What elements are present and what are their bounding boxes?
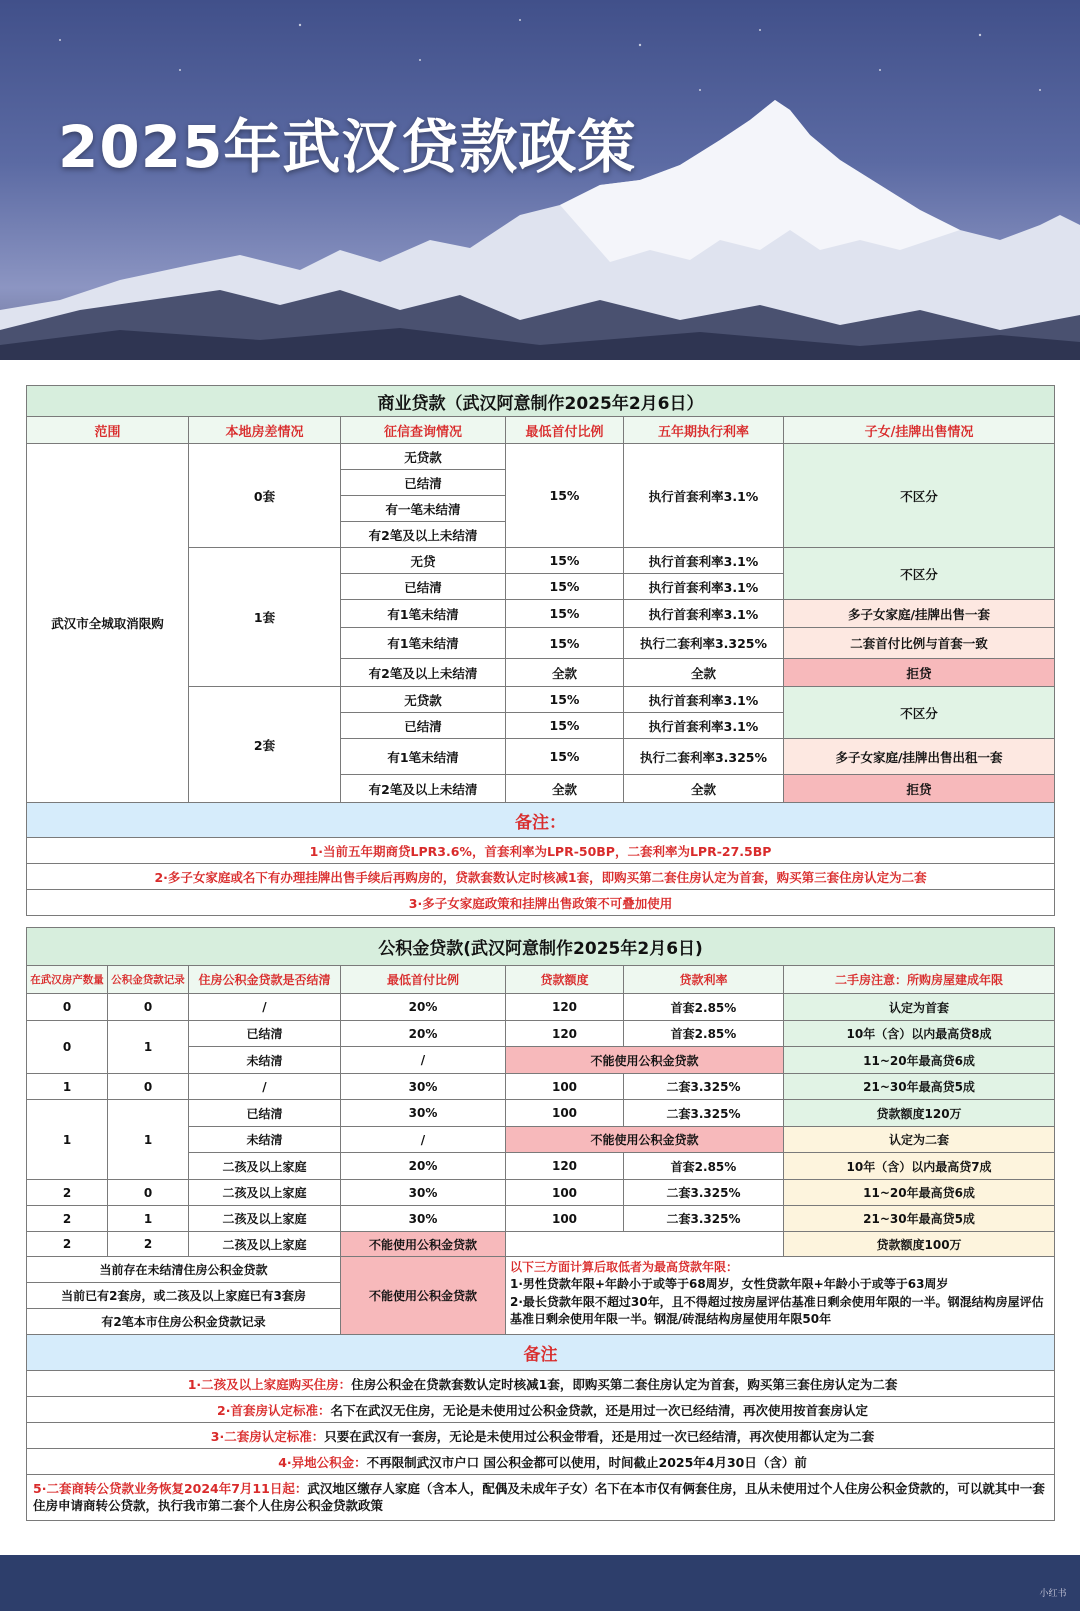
cell-g: 贷款额度100万 [784,1232,1055,1257]
cell-a: 1 [27,1100,108,1180]
cell-c: 未结清 [189,1047,341,1074]
blank-cell [506,1232,784,1257]
cell-c: 已结清 [189,1021,341,1047]
cell-a: 0 [27,1021,108,1074]
fund-note-text: 住房公积金在贷款套数认定时核减1套，即购买第二套住房认定为首套，购买第三套住房认定为二套 [351,1376,898,1392]
cell-f: 首套2.85% [624,1153,784,1180]
cell-b: 1 [108,1206,189,1232]
cell-ef: 不能使用公积金贷款 [506,1047,784,1074]
cell-c: 二孩及以上家庭 [189,1206,341,1232]
cell-d: / [341,1047,506,1074]
down-cell: 全款 [506,775,624,803]
loan-term-head: 以下三方面计算后取低者为最高贷款年限： [510,1260,739,1274]
cell-c: / [189,994,341,1021]
cell-d: 不能使用公积金贷款 [341,1232,506,1257]
cell-c: 二孩及以上家庭 [189,1180,341,1206]
footer-band [0,1555,1080,1611]
extra-condition: 当前已有2套房，或二孩及以上家庭已有3套房 [27,1283,341,1309]
child-cell: 拒贷 [784,775,1055,803]
rate-cell: 执行二套利率3.325% [624,739,784,775]
rate-cell: 执行首套利率3.1% [624,687,784,713]
fund-note-text: 不再限制武汉市户口 国公积金都可以使用，时间截止2025年4月30日（含）前 [366,1454,807,1470]
header-house-age: 二手房注意：所购房屋建成年限 [784,966,1055,994]
cell-d: 20% [341,1153,506,1180]
extra-no-fund: 不能使用公积金贷款 [341,1257,506,1335]
credit-cell: 有1笔未结清 [341,600,506,628]
header-fund-record: 公积金贷款记录 [108,966,189,994]
cell-g: 21~30年最高贷5成 [784,1206,1055,1232]
credit-cell: 已结清 [341,470,506,496]
cell-a: 2 [27,1206,108,1232]
cell-e: 100 [506,1074,624,1100]
cell-e: 120 [506,1021,624,1047]
cell-g: 10年（含）以内最高贷7成 [784,1153,1055,1180]
commercial-note: 2·多子女家庭或名下有办理挂牌出售手续后再购房的，贷款套数认定时核减1套，即购买第二套住房认定为首套，购买第三套住房认定为二套 [27,864,1055,890]
fund-note [27,1371,1055,1397]
credit-cell: 有一笔未结清 [341,496,506,522]
loan-term-rules [506,1257,1055,1335]
rate-cell: 执行首套利率3.1% [624,600,784,628]
header-amount: 贷款额度 [506,966,624,994]
cell-d: 20% [341,994,506,1021]
cell-g: 11~20年最高贷6成 [784,1180,1055,1206]
rate-cell: 执行首套利率3.1% [624,713,784,739]
credit-cell: 无贷 [341,548,506,574]
header-scope: 范围 [27,417,189,444]
credit-cell: 无贷款 [341,687,506,713]
header-rate: 贷款利率 [624,966,784,994]
hero-banner [0,0,1080,360]
fund-loan-table [26,927,1055,1521]
rate-cell: 执行首套利率3.1% [624,548,784,574]
loan-term-rule: 1·男性贷款年限+年龄小于或等于68周岁，女性贷款年限+年龄小于或等于63周岁 [510,1277,949,1292]
fund-note [27,1475,1055,1521]
cell-f: 二套3.325% [624,1074,784,1100]
down-cell: 15% [506,600,624,628]
cell-d: 30% [341,1074,506,1100]
cell-d: 20% [341,1021,506,1047]
child-cell: 多子女家庭/挂牌出售一套 [784,600,1055,628]
fund-title: 公积金贷款(武汉阿意制作2025年2月6日) [27,928,1055,966]
cell-e: 100 [506,1206,624,1232]
cell-a: 1 [27,1074,108,1100]
cell-c: 二孩及以上家庭 [189,1232,341,1257]
fund-notes-title: 备注 [27,1335,1055,1371]
commercial-loan-table [26,385,1055,916]
cell-f: 二套3.325% [624,1180,784,1206]
house-count-2: 2套 [189,687,341,803]
extra-condition: 有2笔本市住房公积金贷款记录 [27,1309,341,1335]
header-credit: 征信查询情况 [341,417,506,444]
cell-b: 2 [108,1232,189,1257]
fund-note-label: 3·二套房认定标准： [210,1428,325,1444]
cell-c: 二孩及以上家庭 [189,1153,341,1180]
cell-g: 21~30年最高贷5成 [784,1074,1055,1100]
cell-e: 120 [506,1153,624,1180]
child-cell: 不区分 [784,444,1055,548]
extra-condition: 当前存在未结清住房公积金贷款 [27,1257,341,1283]
cell-b: 0 [108,1074,189,1100]
credit-cell: 有2笔及以上未结清 [341,775,506,803]
fund-note-label: 5·二套商转公贷款业务恢复2024年7月11日起： [33,1480,308,1496]
cell-d: 30% [341,1100,506,1127]
header-down-payment: 最低首付比例 [341,966,506,994]
down-cell: 全款 [506,659,624,687]
credit-cell: 已结清 [341,574,506,600]
cell-f: 二套3.325% [624,1206,784,1232]
rate-cell: 执行二套利率3.325% [624,628,784,659]
commercial-note: 3·多子女家庭政策和挂牌出售政策不可叠加使用 [27,890,1055,916]
cell-g: 认定为二套 [784,1127,1055,1153]
cell-e: 120 [506,994,624,1021]
cell-a: 2 [27,1180,108,1206]
down-cell: 15% [506,548,624,574]
cell-b: 1 [108,1100,189,1180]
header-down-payment: 最低首付比例 [506,417,624,444]
credit-cell: 已结清 [341,713,506,739]
rate-cell: 全款 [624,659,784,687]
page-title: 2025年武汉贷款政策 [58,113,637,181]
child-cell: 不区分 [784,548,1055,600]
credit-cell: 有1笔未结清 [341,739,506,775]
rate-cell: 执行首套利率3.1% [624,574,784,600]
child-cell: 不区分 [784,687,1055,739]
cell-ef: 不能使用公积金贷款 [506,1127,784,1153]
cell-g: 10年（含）以内最高贷8成 [784,1021,1055,1047]
footer-watermark: 小红书 [1039,1589,1067,1599]
header-children: 子女/挂牌出售情况 [784,417,1055,444]
cell-f: 二套3.325% [624,1100,784,1127]
house-count-0: 0套 [189,444,341,548]
cell-b: 0 [108,994,189,1021]
cell-a: 0 [27,994,108,1021]
commercial-title: 商业贷款（武汉阿意制作2025年2月6日） [27,386,1055,417]
cell-b: 1 [108,1021,189,1074]
fund-note-text: 武汉地区缴存人家庭（含本人，配偶及未成年子女）名下在本市仅有俩套住房，且从未使用过个人住房公积金贷款的，可以就其中一套住房申请商转公贷款，执行我市第二套个人住房公积金贷款政策 [33,1480,1045,1513]
cell-f: 首套2.85% [624,1021,784,1047]
child-cell: 拒贷 [784,659,1055,687]
rate-cell: 全款 [624,775,784,803]
header-rate: 五年期执行利率 [624,417,784,444]
rate-cell: 执行首套利率3.1% [624,444,784,548]
cell-e: 100 [506,1100,624,1127]
cell-g: 11~20年最高贷6成 [784,1047,1055,1074]
credit-cell: 有1笔未结清 [341,628,506,659]
header-settled: 住房公积金贷款是否结清 [189,966,341,994]
cell-c: 未结清 [189,1127,341,1153]
fund-note [27,1449,1055,1475]
down-cell: 15% [506,713,624,739]
down-cell: 15% [506,574,624,600]
header-local-houses: 本地房差情况 [189,417,341,444]
fund-note-label: 2·首套房认定标准： [217,1402,331,1418]
fund-note [27,1423,1055,1449]
cell-a: 2 [27,1232,108,1257]
child-cell: 二套首付比例与首套一致 [784,628,1055,659]
cell-d: / [341,1127,506,1153]
commercial-note: 1·当前五年期商贷LPR3.6%，首套利率为LPR-50BP，二套利率为LPR-27.5BP [27,838,1055,864]
header-property-count: 在武汉房产数量 [27,966,108,994]
commercial-notes-title: 备注： [27,803,1055,838]
credit-cell: 有2笔及以上未结清 [341,522,506,548]
cell-g: 认定为首套 [784,994,1055,1021]
child-cell: 多子女家庭/挂牌出售出租一套 [784,739,1055,775]
loan-term-rule: 2·最长贷款年限不超过30年，且不得超过按房屋评估基准日剩余使用年限的一半。钢混结构房屋评估基准日剩余使用年限一半。钢混/砖混结构房屋使用年限50年 [510,1294,1044,1327]
down-cell: 15% [506,444,624,548]
down-cell: 15% [506,739,624,775]
cell-e: 100 [506,1180,624,1206]
fund-note [27,1397,1055,1423]
cell-g: 贷款额度120万 [784,1100,1055,1127]
down-cell: 15% [506,687,624,713]
fund-note-label: 4·异地公积金： [278,1454,367,1470]
cell-d: 30% [341,1180,506,1206]
fund-note-label: 1·二孩及以上家庭购买住房： [187,1376,352,1392]
cell-f: 首套2.85% [624,994,784,1021]
cell-b: 0 [108,1180,189,1206]
fund-note-text: 只要在武汉有一套房，无论是未使用过公积金带看，还是用过一次已经结清，再次使用都认定为二套 [324,1428,875,1444]
scope-cell: 武汉市全城取消限购 [27,444,189,803]
cell-c: 已结清 [189,1100,341,1127]
fund-note-text: 名下在武汉无住房，无论是未使用过公积金贷款，还是用过一次已经结清，再次使用按首套房认定 [330,1402,869,1418]
house-count-1: 1套 [189,548,341,687]
credit-cell: 有2笔及以上未结清 [341,659,506,687]
cell-c: / [189,1074,341,1100]
cell-d: 30% [341,1206,506,1232]
down-cell: 15% [506,628,624,659]
credit-cell: 无贷款 [341,444,506,470]
